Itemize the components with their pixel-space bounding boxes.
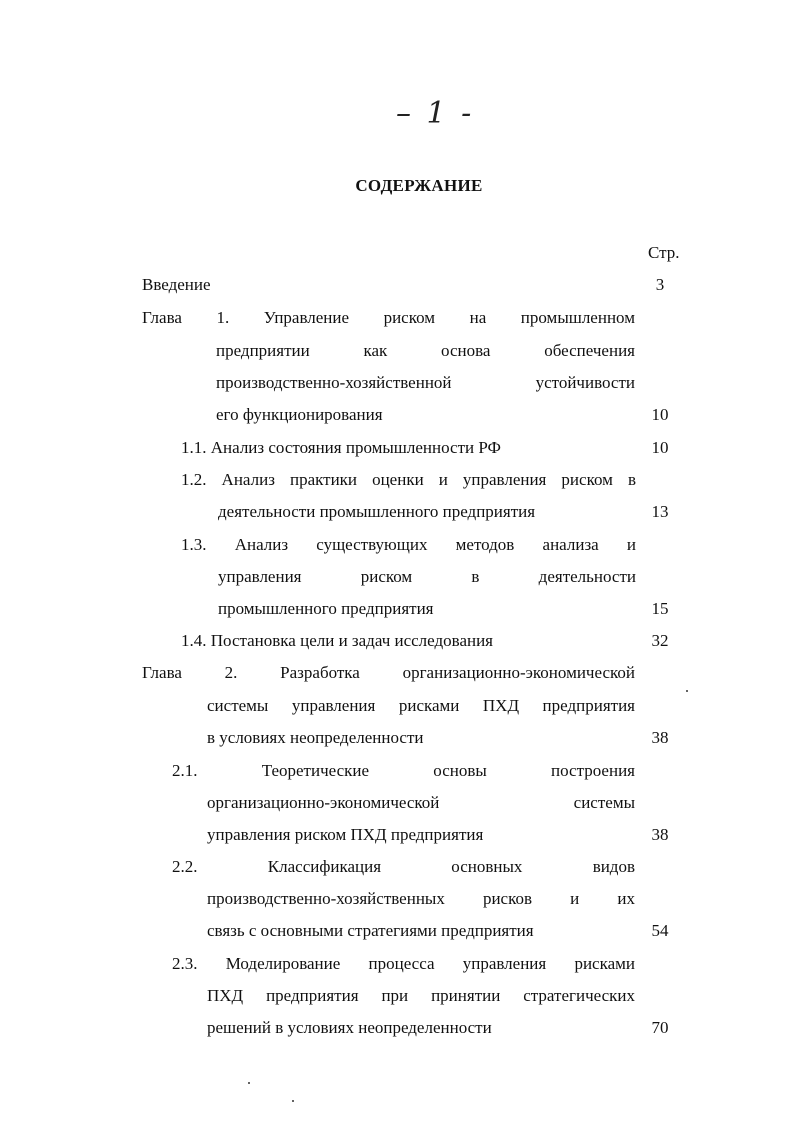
scan-speck <box>292 1100 294 1102</box>
toc-entry-section-2-2-cont: производственно-хозяйственных рисков и их <box>207 889 635 908</box>
toc-page-intro: 3 <box>655 275 665 294</box>
page-column-header: Стр. <box>648 243 680 262</box>
toc-entry-intro: Введение <box>142 275 211 294</box>
toc-entry-section-2-2: 2.2. Классификация основных видов <box>172 857 635 876</box>
toc-entry-chapter-1-cont: предприятии как основа обеспечения <box>216 341 635 360</box>
toc-entry-section-2-3-cont: ПХД предприятия при принятии стратегических <box>207 986 635 1005</box>
toc-page-section-1-4: 32 <box>651 631 669 650</box>
toc-entry-chapter-1: Глава 1. Управление риском на промышленном <box>142 308 635 327</box>
toc-entry-section-1-3: 1.3. Анализ существующих методов анализа и <box>181 535 636 554</box>
toc-entry-section-1-4: 1.4. Постановка цели и задач исследования <box>181 631 494 650</box>
toc-page-section-1-3: 15 <box>651 599 669 618</box>
toc-page-section-2-3: 70 <box>651 1018 669 1037</box>
toc-entry-section-2-3-cont: решений в условиях неопределенности <box>207 1018 492 1037</box>
toc-entry-section-2-1: 2.1. Теоретические основы построения <box>172 761 635 780</box>
page-title: СОДЕРЖАНИЕ <box>355 176 483 195</box>
toc-page-section-1-2: 13 <box>651 502 669 521</box>
handwritten-page-number: – 1 - <box>396 96 475 131</box>
toc-page-chapter-1: 10 <box>651 405 669 424</box>
toc-page-section-2-1: 38 <box>651 825 669 844</box>
toc-entry-section-2-3: 2.3. Моделирование процесса управления рисками <box>172 954 635 973</box>
toc-entry-section-2-1-cont: управления риском ПХД предприятия <box>207 825 484 844</box>
toc-entry-chapter-2-cont: в условиях неопределенности <box>207 728 424 747</box>
toc-entry-section-2-1-cont: организационно-экономической системы <box>207 793 635 812</box>
scan-speck <box>248 1082 250 1084</box>
toc-entry-section-1-3-cont: промышленного предприятия <box>218 599 434 618</box>
toc-entry-section-1-2: 1.2. Анализ практики оценки и управления риском в <box>181 470 636 489</box>
toc-page-section-2-2: 54 <box>651 921 669 940</box>
toc-entry-chapter-2: Глава 2. Разработка организационно-экономической <box>142 663 635 682</box>
toc-page-section-1-1: 10 <box>651 438 669 457</box>
toc-entry-section-1-2-cont: деятельности промышленного предприятия <box>218 502 536 521</box>
toc-page-chapter-2: 38 <box>651 728 669 747</box>
scan-speck <box>686 690 688 692</box>
toc-entry-section-1-3-cont: управления риском в деятельности <box>218 567 636 586</box>
toc-entry-chapter-1-cont: его функционирования <box>216 405 383 424</box>
toc-entry-chapter-2-cont: системы управления рисками ПХД предприятия <box>207 696 635 715</box>
toc-entry-section-2-2-cont: связь с основными стратегиями предприятия <box>207 921 534 940</box>
toc-entry-section-1-1: 1.1. Анализ состояния промышленности РФ <box>181 438 501 457</box>
toc-entry-chapter-1-cont: производственно-хозяйственной устойчивости <box>216 373 635 392</box>
